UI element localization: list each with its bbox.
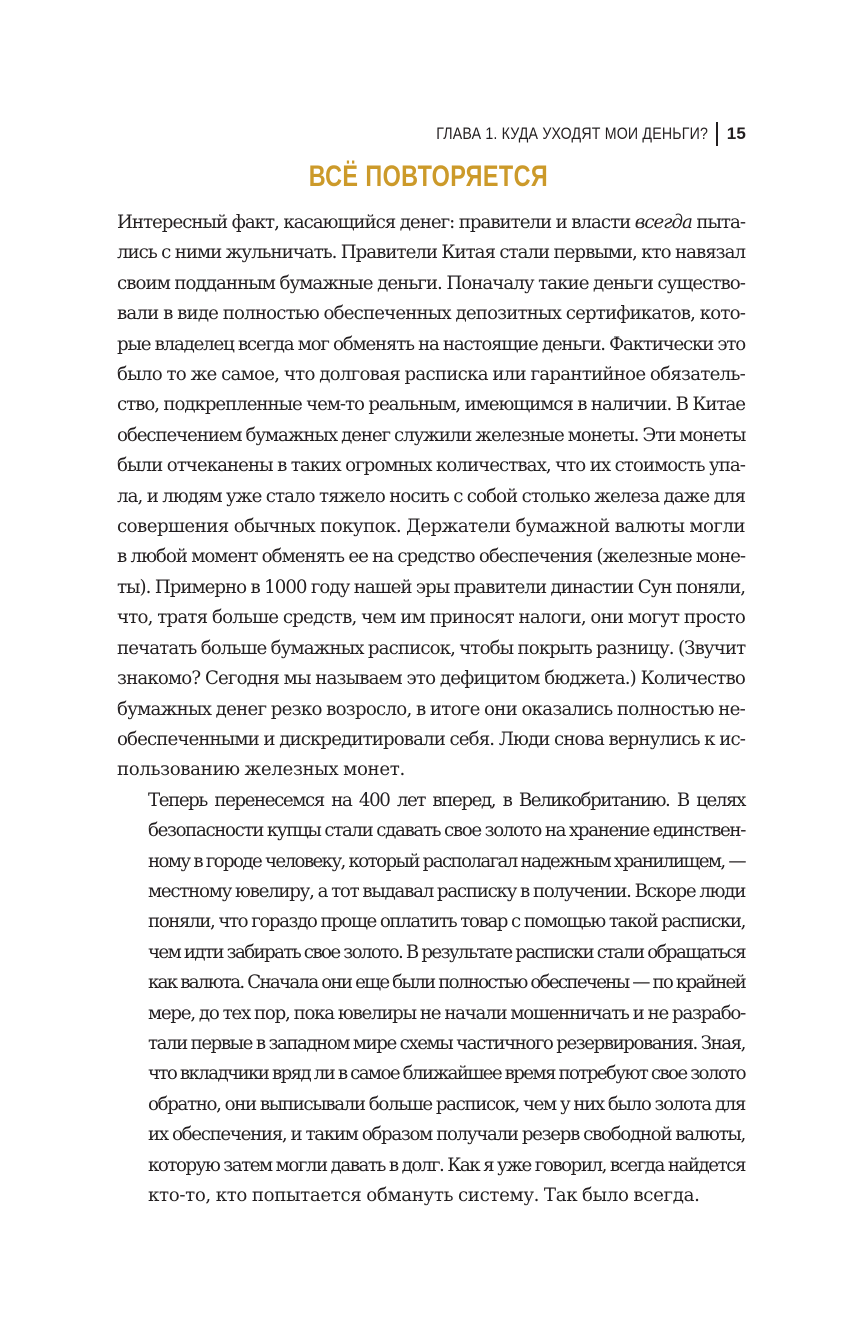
text-line: тали первые в западном мире схемы частичного резервирования. Зная,: [148, 1032, 745, 1054]
text-line: ство, подкрепленные чем-то реальным, имеющимся в наличии. В Китае: [117, 394, 745, 416]
text-line: мере, до тех пор, пока ювелиры не начали мошенничать и не разрабо-: [148, 1002, 745, 1024]
text-line: которую затем могли давать в долг. Как я уже говорил, всегда найдется: [148, 1154, 745, 1176]
header-divider: [716, 122, 718, 146]
text-line: что вкладчики вряд ли в самое ближайшее время потребуют свое золото: [148, 1063, 745, 1085]
text-line: их обеспечения, и таким образом получали резерв свободной валюты,: [148, 1124, 745, 1146]
page-number: 15: [726, 124, 746, 143]
emphasis-text: всегда: [634, 212, 692, 233]
text-line: [117, 208, 745, 238]
section-title: [0, 160, 856, 194]
text-line: рые владелец всегда мог обменять на настоящие деньги. Фактически это: [117, 333, 745, 355]
text-line: поняли, что гораздо проще оплатить товар с помощью такой расписки,: [148, 911, 745, 933]
text-line: ла, и людям уже стало тяжело носить с собой столько железа даже для: [117, 485, 745, 507]
paragraph-1: [117, 208, 745, 786]
text-line: знакомо? Сегодня мы называем это дефицитом бюджета.) Количество: [117, 668, 745, 690]
text-line: местному ювелиру, а тот выдавал расписку в получении. Вскоре люди: [148, 880, 746, 902]
text-line: было то же самое, что долговая расписка или гарантийное обязатель-: [117, 364, 745, 386]
text-line: печатать больше бумажных расписок, чтобы покрыть разницу. (Звучит: [117, 637, 746, 659]
section-title-text: ВСЁ ПОВТОРЯЕТСЯ: [308, 160, 548, 193]
text-line: лись с ними жульничать. Правители Китая стали первыми, кто навязал: [117, 242, 745, 264]
text-line: обеспечением бумажных денег служили железные монеты. Эти монеты: [117, 424, 746, 446]
text-line: ты). Примерно в 1000 году нашей эры правители династии Сун поняли,: [117, 576, 745, 598]
text-run: пыта-: [691, 212, 745, 233]
text-line: совершения обычных покупок. Держатели бумажной валюты могли: [117, 516, 745, 538]
text-line: ному в городе человеку, который располагал надежным хранилищем, —: [148, 850, 745, 872]
text-line: вали в виде полностью обеспеченных депозитных сертификатов, кото-: [117, 303, 745, 325]
text-line: безопасности купцы стали сдавать свое золото на хранение единствен-: [148, 820, 745, 842]
running-head: [392, 119, 746, 149]
text-line: бумажных денег резко возросло, в итоге они оказались полностью не-: [117, 698, 745, 720]
text-line: в любой момент обменять ее на средство обеспечения (железные моне-: [117, 546, 745, 568]
text-line: были отчеканены в таких огромных количествах, что их стоимость упа-: [117, 455, 745, 477]
text-run: Интересный факт, касающийся денег: правители и власти: [117, 212, 635, 233]
body-text: [117, 208, 745, 1211]
text-line: обеспеченными и дискредитировали себя. Люди снова вернулись к ис-: [117, 728, 745, 750]
text-line: что, тратя больше средств, чем им приносят налоги, они могут просто: [117, 607, 745, 629]
text-line: Теперь перенесемся на 400 лет вперед, в Великобританию. В целях: [148, 789, 745, 811]
text-line: чем идти забирать свое золото. В результате расписки стали обращаться: [148, 941, 745, 963]
text-line: своим подданным бумажные деньги. Поначалу такие деньги существо-: [117, 272, 745, 294]
paragraph-2: [117, 786, 745, 1212]
text-line: пользованию железных монет.: [117, 759, 405, 781]
chapter-title: ГЛАВА 1. КУДА УХОДЯТ МОИ ДЕНЬГИ?: [435, 124, 708, 143]
text-line: кто-то, кто попытается обмануть систему. Так было всегда.: [148, 1185, 700, 1206]
text-line: обратно, они выписывали больше расписок, чем у них было золота для: [148, 1093, 745, 1115]
text-line: как валюта. Сначала они еще были полностью обеспечены — по крайней: [148, 972, 745, 994]
